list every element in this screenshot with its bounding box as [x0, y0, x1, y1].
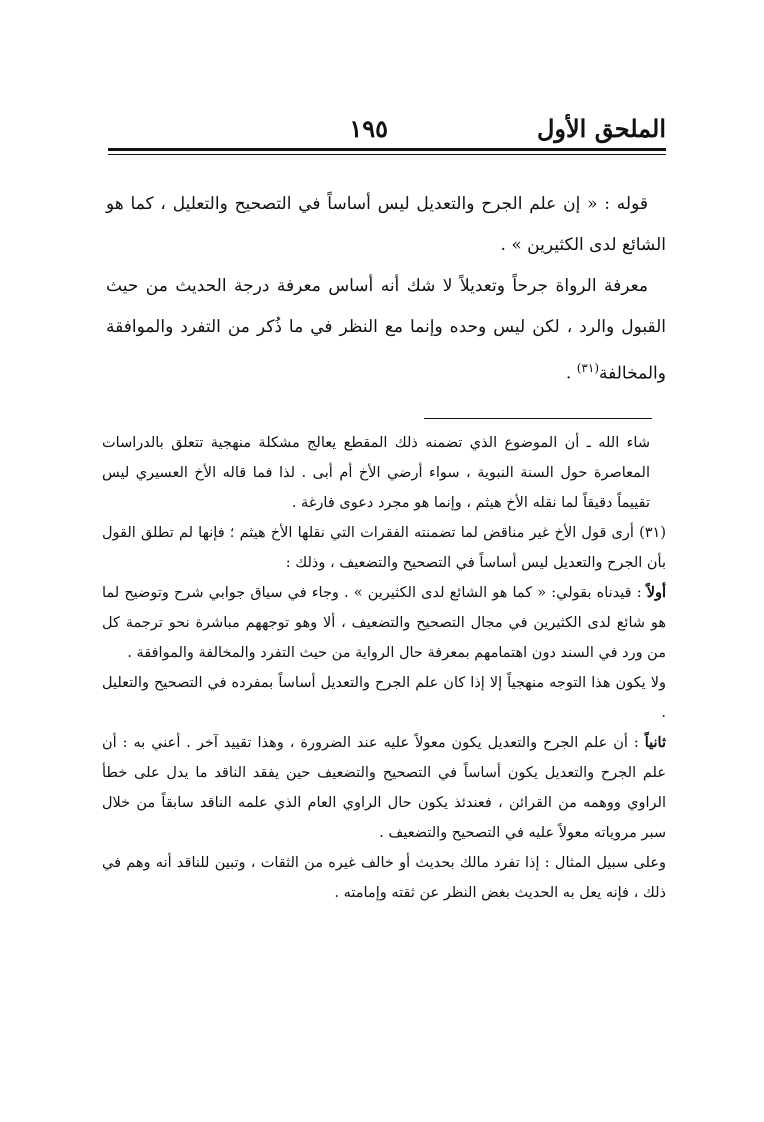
footnote-example: وعلى سبيل المثال : إذا تفرد مالك بحديث أو خالف غيره من الثقات ، وتبين للناقد أنه وهم في ذلك ، فإنه يعل به الحديث بغض النظر عن ثقته وإمامته . — [102, 855, 666, 901]
point-first-label: أولاً — [646, 584, 666, 601]
footnote-point-second — [102, 728, 666, 848]
footnote-31 — [102, 518, 666, 578]
header-rule-thin — [108, 154, 666, 155]
paragraph-response — [106, 266, 666, 395]
footnote-point-first — [102, 578, 666, 668]
main-text — [106, 184, 666, 395]
point-second-text: : أن علم الجرح والتعديل يكون معولاً عليه عند الضرورة ، وهذا تقييد آخر . أعني به : أن علم الجرح والتعديل يكون أساساً في التصحيح والتضعيف حين يفقد الناقد ما يدل على خطأ الراوي ووهمه من القرائن ، فعندئذ يكون حال الراوي العام الذي علمه الناقد سابقاً من خلال سبر مروياته معولاً عليه في التصحيح والتضعيف . — [102, 735, 666, 841]
paragraph-quote: قوله : « إن علم الجرح والتعديل ليس أساساً في التصحيح والتعليل ، كما هو الشائع لدى الكثيرين » . — [106, 194, 666, 255]
paragraph-response-text: معرفة الرواة جرحاً وتعديلاً لا شك أنه أساس معرفة درجة الحديث من حيث القبول والرد ، لكن ليس وحده وإنما مع النظر في ما ذُكر من التفرد والموافقة والمخالفة — [106, 276, 666, 384]
point-first-text: : قيدناه بقولي: « كما هو الشائع لدى الكثيرين » . وجاء في سياق جوابي شرح وتوضيح لما هو شائع لدى الكثيرين في مجال التصحيح والتضعيف ، ألا وهو توجههم مباشرة نحو ترجمة كل من ورد في السند دون اهتمامهم بمعرفة حال الرواية من حيث التفرد والمخالفة والموافقة . — [102, 585, 666, 661]
point-second-label: ثانياً — [644, 734, 666, 751]
header-rule-thick — [108, 148, 666, 151]
footnotes — [102, 428, 666, 908]
page-header — [108, 114, 666, 148]
footnote-31-text: أرى قول الأخ غير مناقض لما تضمنته الفقرات التي نقلها الأخ هيثم ؛ فإنها لم تطلق القول بأن الجرح والتعديل ليس أساساً في التصحيح والتضعيف ، وذلك : — [102, 525, 666, 571]
footnote-point-first-cont: ولا يكون هذا التوجه منهجياً إلا إذا كان علم الجرح والتعديل أساساً بمفرده في التصحيح والتعليل . — [102, 675, 666, 721]
footnote-separator — [424, 418, 652, 419]
footnote-31-number: (٣١) — [639, 525, 666, 541]
page-number: ١٩٥ — [349, 114, 388, 143]
paragraph-response-end: . — [565, 363, 577, 384]
footnote-continued: شاء الله ـ أن الموضوع الذي تضمنه ذلك المقطع يعالج مشكلة منهجية تتعلق بالدراسات المعاصرة حول السنة النبوية ، سواء أرضي الأخ أم أبى . لذا فما قاله الأخ العسيري ليس تقييماً دقيقاً لما نقله الأخ هيثم ، وإنما هو مجرد دعوى فارغة . — [102, 435, 650, 511]
running-title: الملحق الأول — [536, 114, 666, 143]
footnote-reference: (٣١) — [576, 361, 599, 375]
